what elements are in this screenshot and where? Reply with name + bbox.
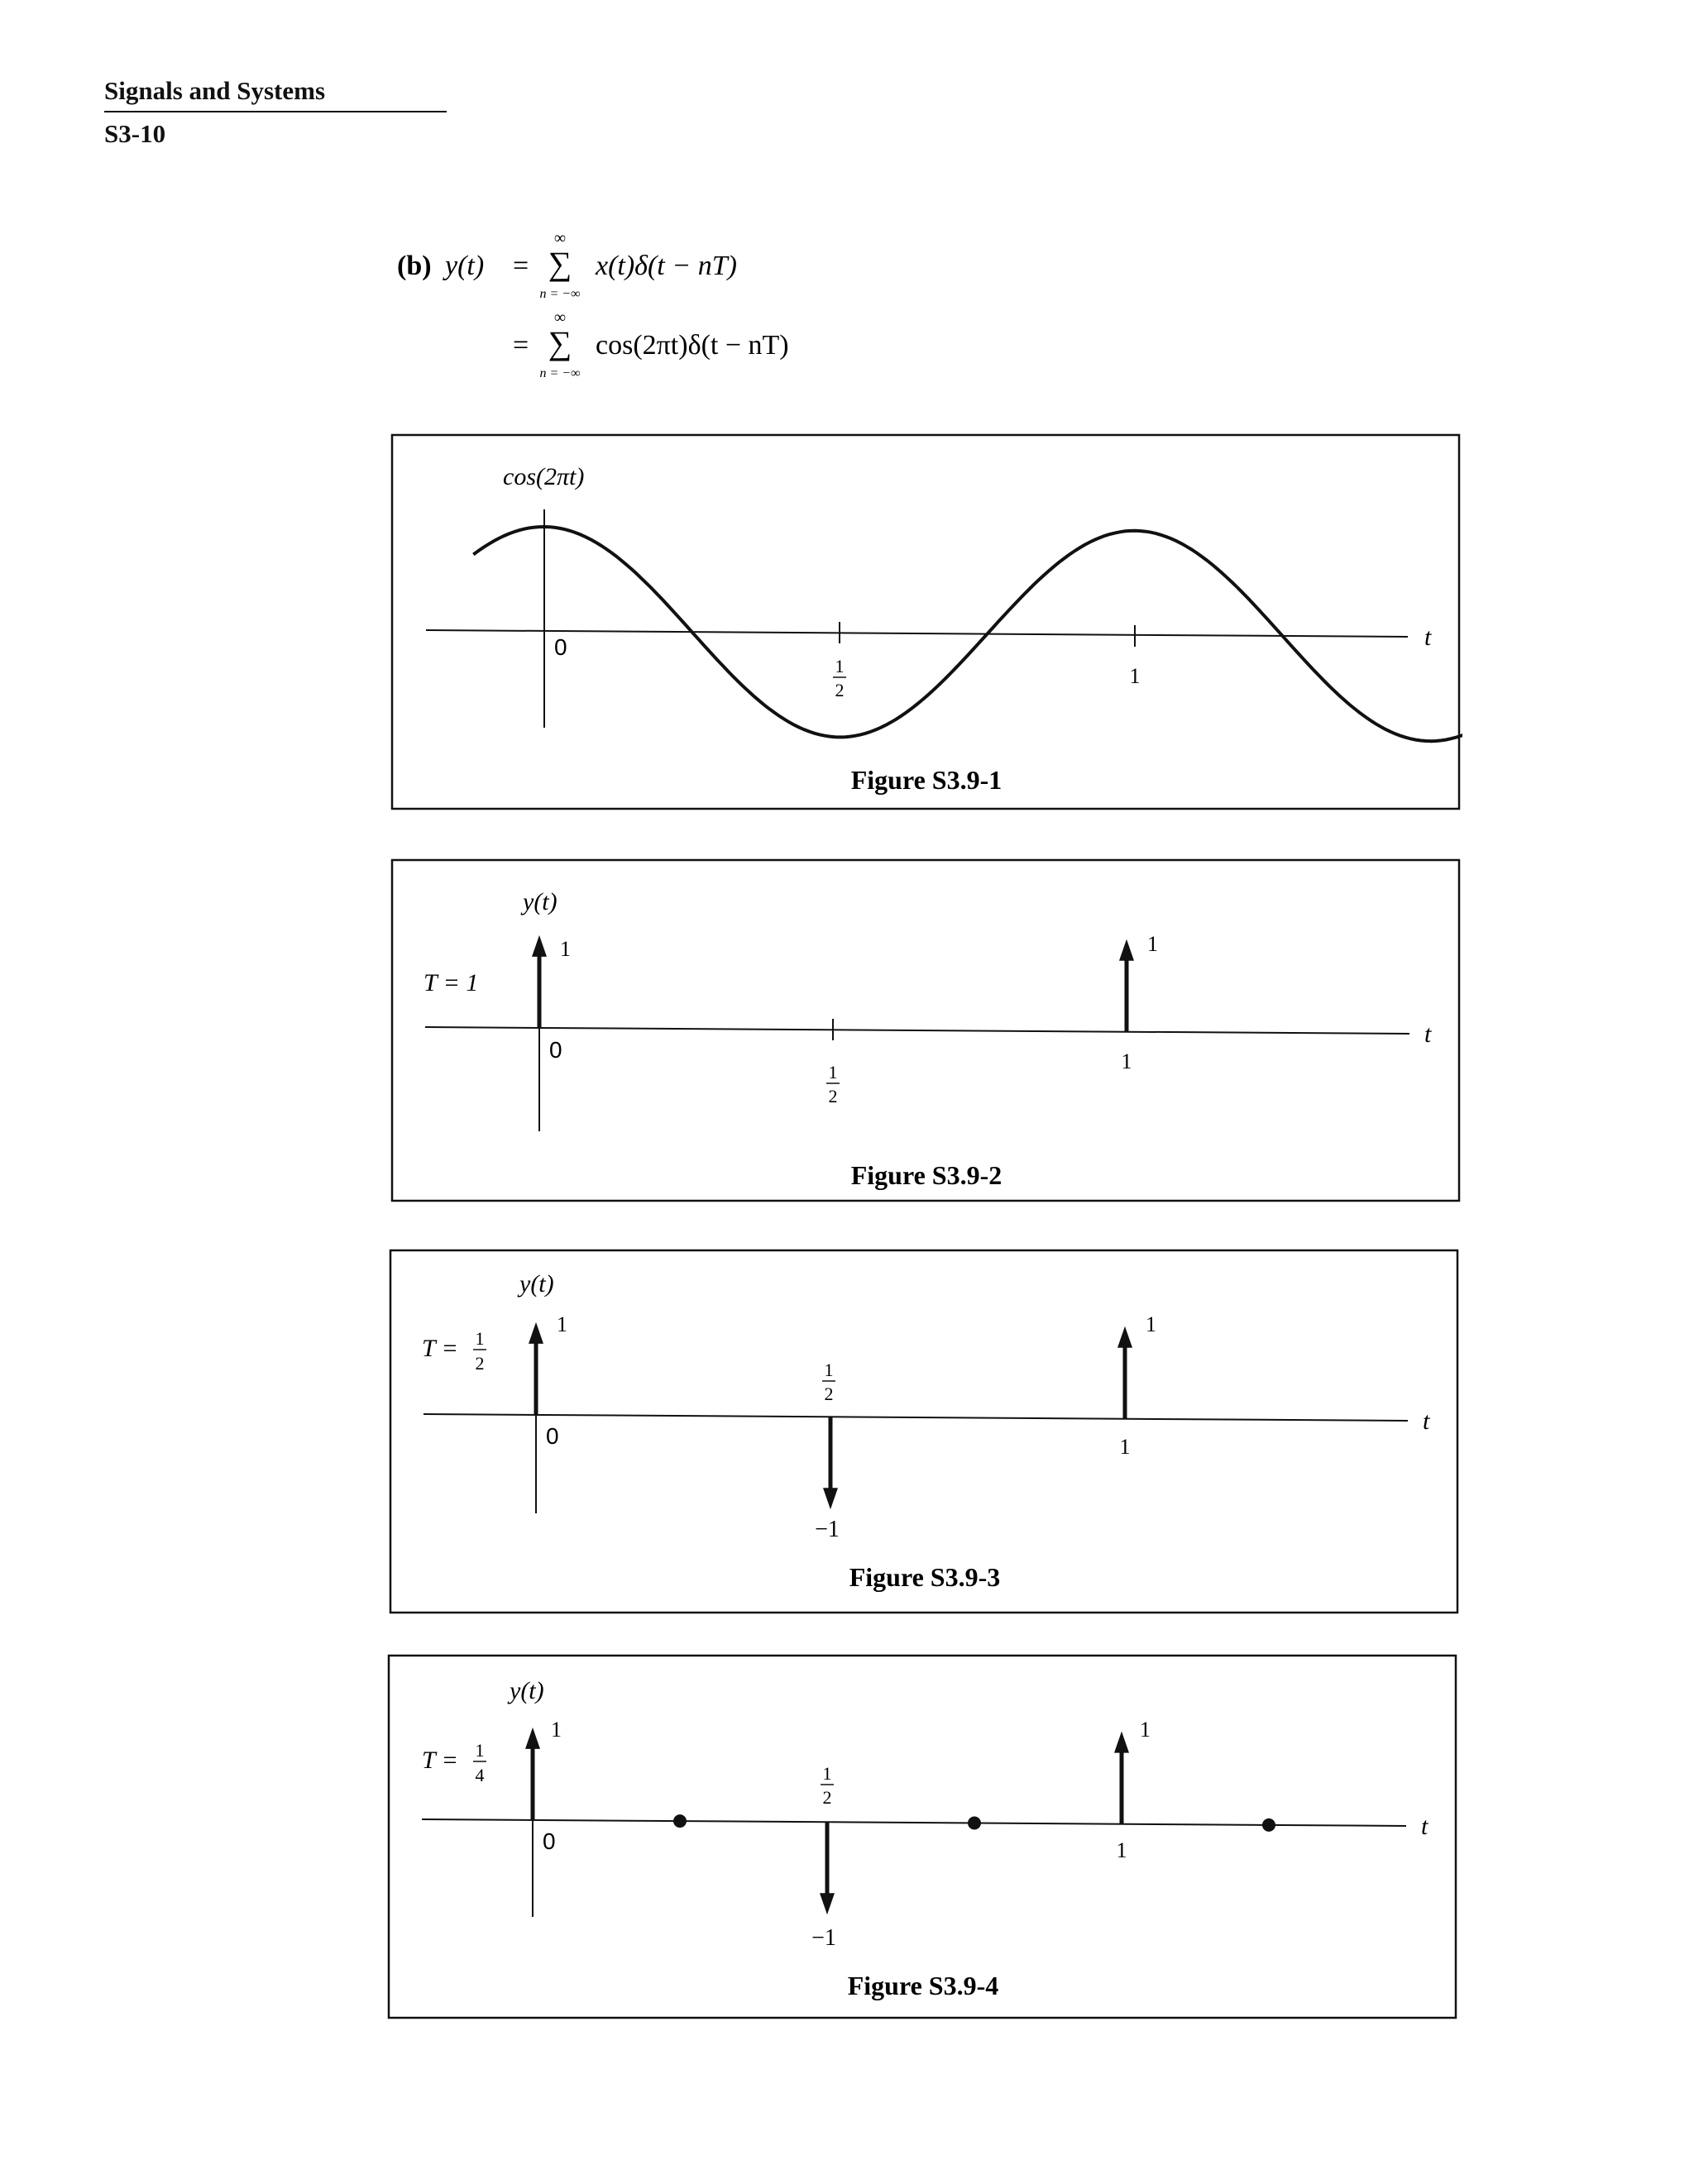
equals-sign-2: = xyxy=(513,330,529,361)
figure-3-ylabel: y(t) xyxy=(519,1270,554,1297)
figure-4-svg xyxy=(387,1654,1459,2023)
sum2-symbol: ∑ xyxy=(548,324,572,361)
figure-1-ylabel: cos(2πt) xyxy=(503,463,585,490)
figure-3-impulse-1-label: 1 xyxy=(1146,1312,1156,1336)
figure-1-tick-half-den: 2 xyxy=(835,680,845,700)
figure-3-tick-1-label: 1 xyxy=(1119,1435,1131,1459)
impulse-arrowhead xyxy=(823,1488,838,1509)
impulse-arrowhead xyxy=(1119,939,1134,961)
figure-1-svg xyxy=(390,433,1462,814)
figure-4-impulse-0-label: 1 xyxy=(551,1718,562,1742)
figure-1-caption: Figure S3.9-1 xyxy=(850,765,1003,795)
figure-2-tick-0-label: 0 xyxy=(549,1037,562,1063)
impulse-arrowhead xyxy=(529,1322,543,1344)
equation-line1: x(t)δ(t − nT) xyxy=(596,251,737,281)
figure-2-impulses xyxy=(532,935,1134,1032)
figure-1-frame xyxy=(392,435,1459,809)
figure-2-tick-half-num: 1 xyxy=(828,1062,838,1082)
figure-2-tick-1-label: 1 xyxy=(1121,1049,1132,1073)
figure-3-impulse-neg-label: −1 xyxy=(815,1517,840,1542)
figure-4-impulse-1-label: 1 xyxy=(1140,1718,1151,1742)
figure-1-tick-half-num: 1 xyxy=(835,656,845,676)
figure-4-tick-0-label: 0 xyxy=(543,1828,556,1854)
figure-s3-9-3 xyxy=(389,1249,1461,1618)
sum1-lower-limit: n = −∞ xyxy=(539,287,581,301)
impulse-arrowhead xyxy=(820,1893,835,1914)
figure-1-tick-0-label: 0 xyxy=(554,634,567,660)
figure-3-t-axis xyxy=(424,1414,1408,1421)
figure-2-xlabel: t xyxy=(1424,1020,1432,1048)
figure-3-xlabel: t xyxy=(1423,1407,1430,1435)
figure-4-period-num: 1 xyxy=(475,1740,485,1761)
sum1-upper-limit: ∞ xyxy=(553,232,567,247)
equation-svg xyxy=(397,232,976,397)
sum2-lower-limit: n = −∞ xyxy=(539,366,581,380)
figure-2-svg xyxy=(390,858,1462,1206)
figure-4-xlabel: t xyxy=(1421,1813,1428,1840)
figure-4-tick-half-num: 1 xyxy=(822,1763,832,1784)
figure-4-period-label: T = xyxy=(422,1747,458,1774)
figure-3-svg xyxy=(389,1249,1461,1618)
figure-2-t-axis xyxy=(425,1027,1409,1034)
equals-sign-1: = xyxy=(513,251,529,281)
page-header xyxy=(104,76,447,149)
zero-sample-dot xyxy=(1262,1818,1275,1832)
figure-3-period-label: T = xyxy=(422,1335,458,1362)
figure-2-impulse-1-label: 1 xyxy=(1147,932,1158,956)
equation-line2: cos(2πt)δ(t − nT) xyxy=(596,330,789,361)
figure-4-ylabel: y(t) xyxy=(510,1677,544,1704)
book-title: Signals and Systems xyxy=(104,76,447,112)
figure-4-tick-1-label: 1 xyxy=(1116,1838,1127,1862)
figure-3-period-den: 2 xyxy=(475,1353,485,1374)
figure-4-caption: Figure S3.9-4 xyxy=(847,1971,999,2000)
impulse-arrowhead xyxy=(1117,1326,1132,1348)
figure-1-xlabel: t xyxy=(1424,624,1432,651)
figure-2-tick-half-den: 2 xyxy=(828,1086,838,1106)
impulse-arrowhead xyxy=(532,935,547,957)
impulse-arrowhead xyxy=(1114,1732,1129,1753)
figure-3-period-num: 1 xyxy=(475,1328,485,1349)
figure-3-tick-half-den: 2 xyxy=(824,1384,834,1404)
figure-3-impulse-0-label: 1 xyxy=(557,1312,567,1336)
figure-2-period-label: T = 1 xyxy=(424,969,479,996)
figure-2-ylabel: y(t) xyxy=(523,888,557,915)
figure-s3-9-2 xyxy=(390,858,1462,1206)
figure-s3-9-1 xyxy=(390,433,1462,814)
figure-4-period-den: 4 xyxy=(475,1765,485,1785)
equation-block xyxy=(397,232,976,397)
figure-4-impulse-neg-label: −1 xyxy=(811,1925,836,1951)
page-number: S3-10 xyxy=(104,119,166,148)
figure-1-t-axis xyxy=(426,630,1408,637)
figure-1-tick-1-label: 1 xyxy=(1129,664,1141,688)
zero-sample-dot xyxy=(673,1814,687,1828)
zero-sample-dot xyxy=(968,1816,981,1829)
figure-4-tick-half-den: 2 xyxy=(822,1787,832,1808)
sum1-symbol: ∑ xyxy=(548,245,572,282)
figure-3-tick-half-num: 1 xyxy=(824,1360,834,1380)
figure-3-caption: Figure S3.9-3 xyxy=(849,1562,1001,1592)
sum2-upper-limit: ∞ xyxy=(553,308,567,327)
figure-s3-9-4 xyxy=(387,1654,1459,2023)
figure-2-caption: Figure S3.9-2 xyxy=(850,1160,1003,1190)
part-label: (b) xyxy=(397,251,432,281)
figure-4-t-axis xyxy=(422,1819,1406,1826)
figure-3-tick-0-label: 0 xyxy=(546,1423,559,1449)
impulse-arrowhead xyxy=(525,1728,540,1749)
figure-2-impulse-0-label: 1 xyxy=(560,937,571,961)
equation-lhs: y(t) xyxy=(445,251,485,281)
